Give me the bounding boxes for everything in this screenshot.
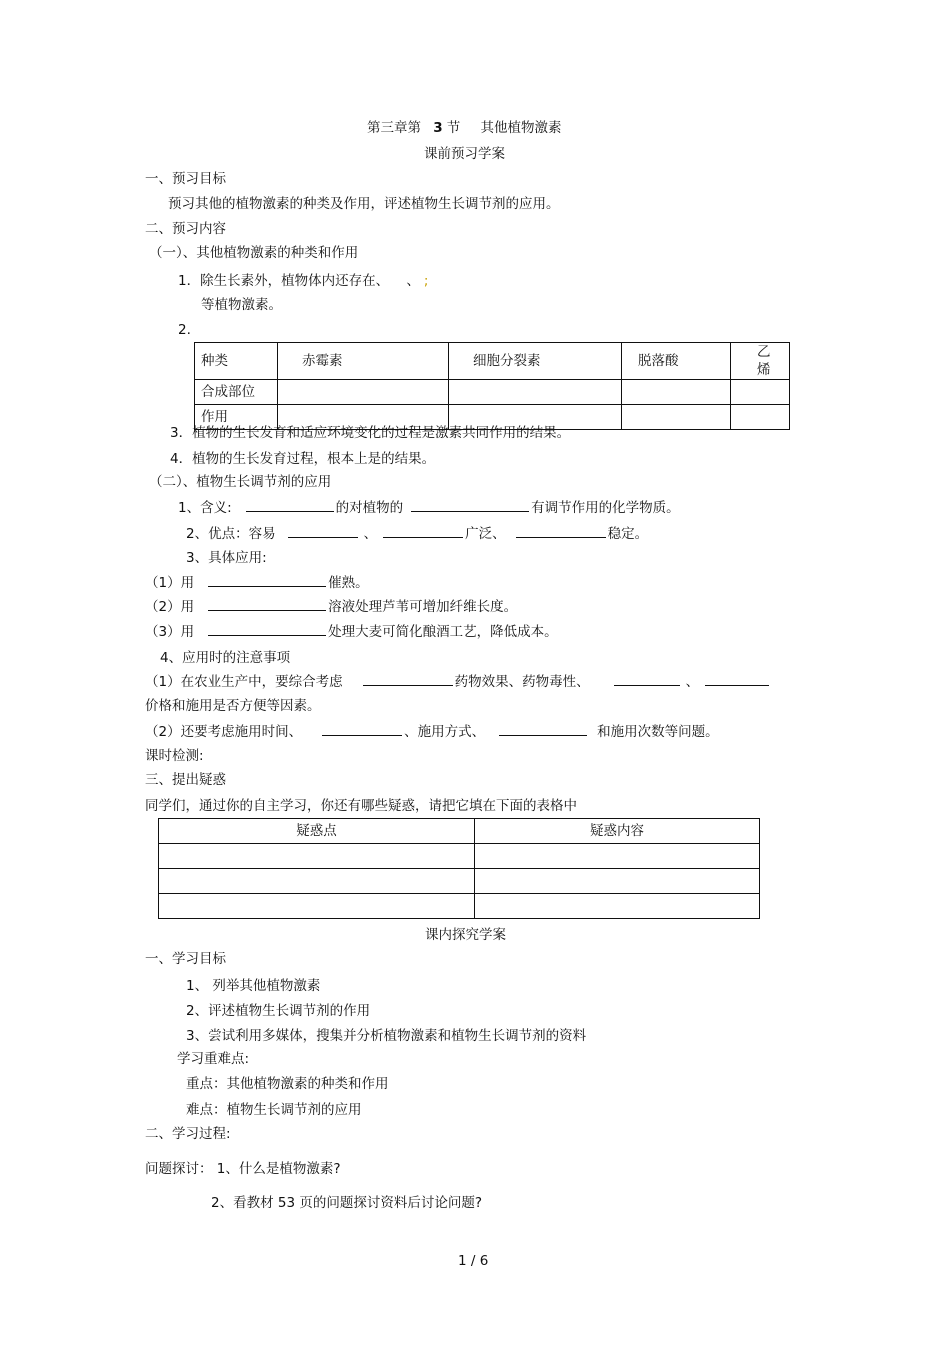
table-cell: 乙烯 (731, 343, 790, 380)
note-1-cont: 价格和施用是否方便等因素。 (145, 698, 321, 714)
heading-doubts: 三、提出疑惑 (145, 772, 226, 788)
table-cell: 疑惑点 (159, 819, 475, 844)
table-cell[interactable] (475, 894, 760, 919)
question-4: 4．植物的生长发育过程，根本上是的结果。 (170, 451, 436, 467)
question-1-cont: 等植物激素。 (201, 297, 282, 313)
table-cell: 作用 (195, 405, 278, 430)
table-cell[interactable] (278, 380, 449, 405)
fill-blank[interactable] (411, 498, 529, 512)
fill-blank[interactable] (208, 622, 326, 636)
fill-blank[interactable] (705, 672, 769, 686)
question-1: 1．除生长素外，植物体内还存在、 、 ; (178, 273, 429, 289)
table-row (159, 869, 760, 894)
notes-heading: 4、应用时的注意事项 (160, 650, 291, 666)
note-1: （1）在农业生产中，要综合考虑 药物效果、药物毒性、 、 (145, 672, 771, 691)
table-cell[interactable] (449, 380, 622, 405)
fill-blank[interactable] (288, 524, 358, 538)
application-heading: 3、具体应用: (186, 550, 267, 566)
table-cell: 细胞分裂素 (449, 343, 622, 380)
discussion-2: 2、看教材 53 页的问题探讨资料后讨论问题? (211, 1195, 483, 1211)
heading-pre-content: 二、预习内容 (145, 221, 226, 237)
page-title: 第三章第 3 节 其他植物激素 (367, 120, 562, 136)
fill-blank[interactable] (208, 597, 326, 611)
table-cell[interactable] (475, 844, 760, 869)
pre-goal-text: 预习其他的植物激素的种类及作用，评述植物生长调节剂的应用。 (168, 196, 560, 212)
table-cell: 赤霉素 (278, 343, 449, 380)
table-row (159, 894, 760, 919)
section-title-pre: 课前预习学案 (424, 146, 505, 162)
table-cell[interactable] (622, 380, 731, 405)
table-cell[interactable] (159, 844, 475, 869)
table-cell[interactable] (731, 380, 790, 405)
heading-pre-goal: 一、预习目标 (145, 171, 226, 187)
usage-1: （1）用 催熟。 (145, 575, 369, 591)
table-row (159, 844, 760, 869)
table-cell: 脱落酸 (622, 343, 731, 380)
table-cell: 疑惑内容 (475, 819, 760, 844)
table-cell: 合成部位 (195, 380, 278, 405)
table-row (159, 819, 760, 844)
question-3: 3．植物的生长发育和适应环境变化的过程是激素共同作用的结果。 (170, 425, 571, 441)
goal-2: 2、评述植物生长调节剂的作用 (186, 1003, 371, 1019)
fill-blank[interactable] (614, 672, 680, 686)
fill-blank[interactable] (516, 524, 606, 538)
advantages-line: 2、优点：容易 、 广泛、 稳定。 (186, 526, 649, 542)
hormone-table (194, 342, 790, 430)
discussion-1: 问题探讨： 1、什么是植物激素? (145, 1161, 341, 1177)
subheading-regulators: （二）、植物生长调节剂的应用 (149, 474, 332, 490)
table-cell[interactable] (475, 869, 760, 894)
fill-blank[interactable] (246, 498, 334, 512)
table-cell[interactable] (731, 405, 790, 430)
table-cell[interactable] (159, 869, 475, 894)
fill-blank[interactable] (208, 573, 326, 587)
fill-blank[interactable] (499, 722, 587, 736)
subheading-types: （一）、其他植物激素的种类和作用 (149, 245, 359, 261)
section-title-in: 课内探究学案 (425, 927, 506, 943)
table-cell: 种类 (195, 343, 278, 380)
key-points-heading: 学习重难点: (177, 1051, 250, 1067)
table-cell[interactable] (159, 894, 475, 919)
definition-line: 1、含义: 的对植物的 有调节作用的化学物质。 (178, 500, 680, 516)
page-number: 1 / 6 (458, 1253, 489, 1269)
doubts-table (158, 818, 760, 919)
goal-1: 1、 列举其他植物激素 (186, 978, 321, 994)
question-2: 2. (178, 322, 191, 338)
fill-blank[interactable] (322, 722, 402, 736)
focus-point: 重点：其他植物激素的种类和作用 (186, 1076, 389, 1092)
table-row (195, 380, 790, 405)
heading-learning-goals: 一、学习目标 (145, 951, 226, 967)
fill-blank[interactable] (383, 524, 463, 538)
usage-2: （2）用 溶液处理芦苇可增加纤维长度。 (145, 599, 518, 615)
usage-3: （3）用 处理大麦可简化酿酒工艺，降低成本。 (145, 624, 558, 640)
lesson-check: 课时检测: (145, 748, 204, 764)
doubts-instruction: 同学们，通过你的自主学习，你还有哪些疑惑，请把它填在下面的表格中 (145, 798, 577, 814)
goal-3: 3、尝试利用多媒体，搜集并分析植物激素和植物生长调节剂的资料 (186, 1028, 587, 1044)
fill-blank[interactable] (363, 672, 453, 686)
table-cell[interactable] (622, 405, 731, 430)
table-row (195, 343, 790, 380)
difficult-point: 难点：植物生长调节剂的应用 (186, 1102, 362, 1118)
note-2: （2）还要考虑施用时间、 、施用方式、 和施用次数等问题。 (145, 724, 719, 740)
heading-learning-process: 二、学习过程: (145, 1126, 231, 1142)
